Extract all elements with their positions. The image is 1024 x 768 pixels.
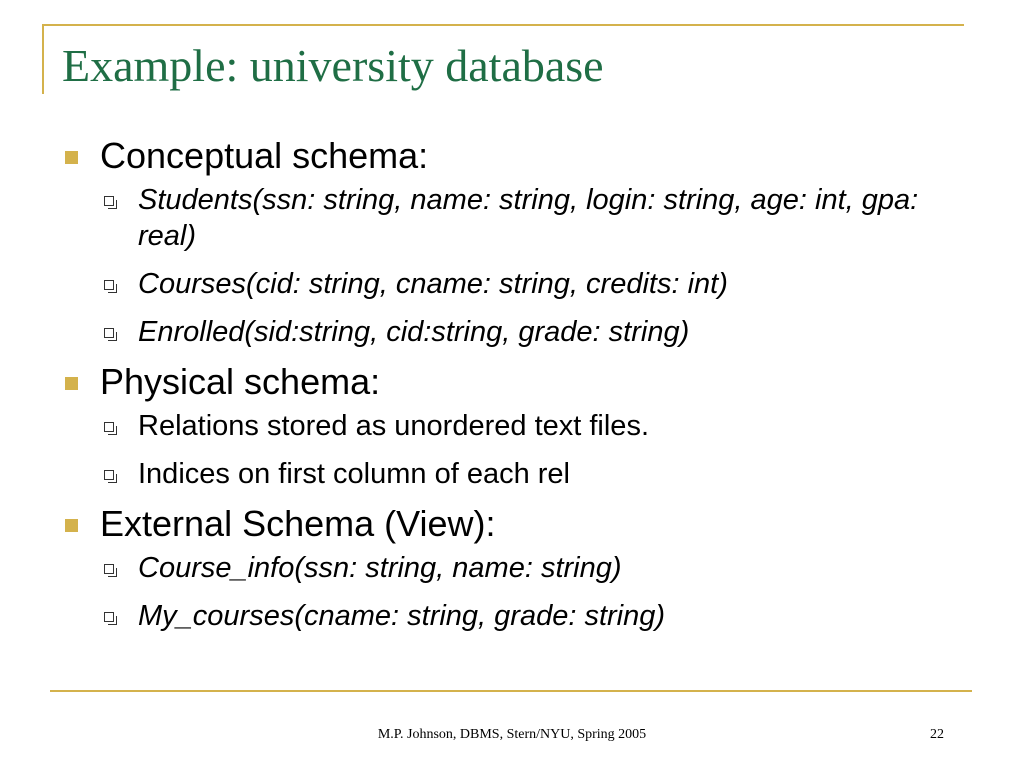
sub-list-external xyxy=(62,550,942,634)
list-item-text: My_courses(cname: string, grade: string) xyxy=(138,600,666,632)
hollow-square-bullet-icon xyxy=(104,612,114,622)
square-bullet-icon xyxy=(65,151,78,164)
hollow-square-bullet-icon xyxy=(104,328,114,338)
section-conceptual-schema xyxy=(62,134,942,178)
footer-divider xyxy=(50,690,972,692)
list-item-text: Indices on first column of each rel xyxy=(138,458,570,490)
section-heading: Physical schema: xyxy=(100,361,381,402)
page-number: 22 xyxy=(930,727,944,742)
list-item xyxy=(62,408,942,444)
hollow-square-bullet-icon xyxy=(104,196,114,206)
section-heading: External Schema (View): xyxy=(100,503,496,544)
hollow-square-bullet-icon xyxy=(104,470,114,480)
slide-body xyxy=(62,134,942,634)
list-item xyxy=(62,456,942,492)
list-item xyxy=(62,266,942,302)
list-item xyxy=(62,550,942,586)
section-physical-schema xyxy=(62,360,942,404)
section-external-schema xyxy=(62,502,942,546)
list-item-text: Relations stored as unordered text files. xyxy=(138,410,649,442)
sub-list-physical xyxy=(62,408,942,492)
footer-text: M.P. Johnson, DBMS, Stern/NYU, Spring 2005 xyxy=(377,727,647,742)
hollow-square-bullet-icon xyxy=(104,280,114,290)
square-bullet-icon xyxy=(65,519,78,532)
list-item-text: Students(ssn: string, name: string, login: string, age: int, gpa: real) xyxy=(138,184,919,252)
list-item xyxy=(62,598,942,634)
section-heading: Conceptual schema: xyxy=(100,135,429,176)
list-item xyxy=(62,182,942,254)
list-item xyxy=(62,314,942,350)
list-item-text: Courses(cid: string, cname: string, credits: int) xyxy=(138,268,728,300)
top-border-line xyxy=(42,24,964,26)
square-bullet-icon xyxy=(65,377,78,390)
list-item-text: Course_info(ssn: string, name: string) xyxy=(138,552,622,584)
left-border-line xyxy=(42,24,44,94)
hollow-square-bullet-icon xyxy=(104,422,114,432)
list-item-text: Enrolled(sid:string, cid:string, grade: string) xyxy=(138,316,690,348)
sub-list-conceptual xyxy=(62,182,942,350)
hollow-square-bullet-icon xyxy=(104,564,114,574)
slide-title: Example: university database xyxy=(62,40,604,91)
